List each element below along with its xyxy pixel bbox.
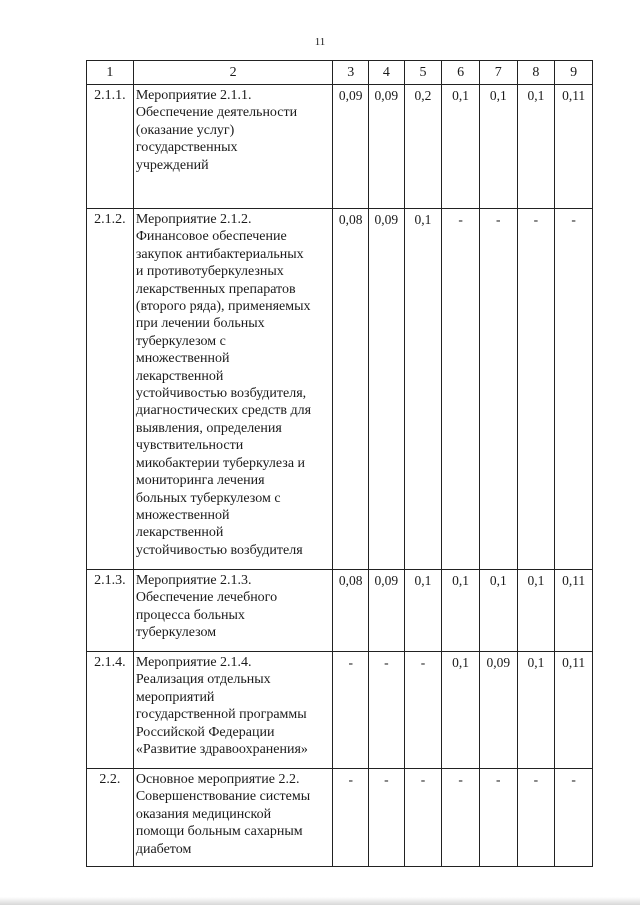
desc-line: «Развитие здравоохранения» [135, 742, 308, 758]
value-cell: - [517, 769, 555, 867]
value-cell: - [369, 652, 405, 769]
desc-line: Мероприятие 2.1.1. [135, 88, 252, 103]
program-table [86, 60, 593, 867]
desc-line: микобактерии туберкулеза и [135, 455, 306, 471]
value-cell: 0,1 [517, 652, 555, 769]
desc-line: чувствительности [135, 438, 244, 454]
value-cell: 0,09 [369, 85, 405, 209]
header-row [87, 61, 593, 85]
value-cell: 0,11 [555, 570, 593, 652]
desc-line: Реализация отдельных [135, 672, 271, 688]
desc-line: мероприятий [135, 689, 215, 705]
desc-line: помощи больным сахарным [135, 824, 303, 840]
desc-line: Финансовое обеспечение [135, 229, 287, 245]
desc-line: Российской Федерации [135, 724, 275, 740]
value-cell: 0,11 [555, 652, 593, 769]
value-cell: 0,11 [555, 85, 593, 209]
header-cell-8: 8 [517, 61, 555, 85]
desc-line: Мероприятие 2.1.3. [135, 573, 252, 588]
desc-line: Обеспечение лечебного [135, 590, 278, 606]
table-row [87, 652, 593, 769]
value-cell: 0,08 [333, 209, 369, 570]
desc-line: туберкулезом [135, 625, 217, 641]
value-cell: 0,09 [369, 209, 405, 570]
desc-line: Мероприятие 2.1.4. [135, 655, 252, 670]
value-cell: 0,09 [479, 652, 517, 769]
value-cell: 0,1 [479, 570, 517, 652]
header-cell-5: 5 [404, 61, 442, 85]
header-cell-3: 3 [333, 61, 369, 85]
table-row [87, 209, 593, 570]
scan-edge-shadow [0, 897, 640, 905]
header-cell-4: 4 [369, 61, 405, 85]
value-cell: - [404, 769, 442, 867]
row-description [133, 652, 333, 769]
value-cell: 0,08 [333, 570, 369, 652]
value-cell: 0,1 [404, 570, 442, 652]
desc-line: государственной программы [135, 707, 307, 723]
desc-line: лекарственных препаратов [135, 281, 296, 297]
value-cell: - [479, 769, 517, 867]
table-row [87, 769, 593, 867]
desc-line: (второго ряда), применяемых [135, 299, 311, 315]
desc-line: мониторинга лечения [135, 473, 265, 489]
desc-line: Мероприятие 2.1.2. [135, 212, 252, 227]
value-cell: - [442, 209, 480, 570]
row-number: 2.1.3. [87, 570, 134, 652]
value-cell: - [517, 209, 555, 570]
desc-line: Совершенствование системы [135, 789, 311, 805]
value-cell: 0,1 [442, 570, 480, 652]
desc-line: Основное мероприятие 2.2. [135, 772, 300, 787]
value-cell: - [404, 652, 442, 769]
table-row [87, 85, 593, 209]
desc-line: туберкулезом с [135, 333, 226, 349]
value-cell: - [442, 769, 480, 867]
desc-line: множественной [135, 351, 230, 367]
value-cell: 0,1 [479, 85, 517, 209]
desc-line: Обеспечение деятельности [135, 105, 298, 121]
value-cell: - [333, 769, 369, 867]
desc-line: больных туберкулезом с [135, 490, 281, 506]
desc-line: выявления, определения [135, 420, 282, 436]
header-cell-1: 1 [87, 61, 134, 85]
header-cell-2: 2 [133, 61, 333, 85]
desc-line: лекарственной [135, 525, 224, 541]
desc-line: государственных [135, 140, 238, 156]
page-number: 11 [314, 36, 326, 48]
value-cell: - [333, 652, 369, 769]
desc-line: устойчивостью возбудителя, [135, 386, 307, 402]
row-number: 2.1.1. [87, 85, 134, 209]
desc-line: лекарственной [135, 368, 224, 384]
header-cell-7: 7 [479, 61, 517, 85]
value-cell: 0,1 [404, 209, 442, 570]
row-description [133, 209, 333, 570]
desc-line: диагностических средств для [135, 403, 312, 419]
value-cell: 0,2 [404, 85, 442, 209]
header-cell-9: 9 [555, 61, 593, 85]
desc-line: и противотуберкулезных [135, 264, 284, 280]
value-cell: 0,1 [442, 652, 480, 769]
row-number: 2.2. [87, 769, 134, 867]
desc-line: устойчивостью возбудителя [135, 542, 303, 558]
desc-line: диабетом [135, 841, 192, 857]
desc-line: (оказание услуг) [135, 122, 235, 138]
value-cell: - [479, 209, 517, 570]
row-number: 2.1.2. [87, 209, 134, 570]
value-cell: 0,1 [517, 570, 555, 652]
desc-line: при лечении больных [135, 316, 265, 332]
value-cell: 0,09 [333, 85, 369, 209]
row-description [133, 769, 333, 867]
row-description [133, 85, 333, 209]
table-row [87, 570, 593, 652]
desc-line: процесса больных [135, 607, 245, 623]
header-cell-6: 6 [442, 61, 480, 85]
value-cell: - [555, 769, 593, 867]
row-number: 2.1.4. [87, 652, 134, 769]
value-cell: - [369, 769, 405, 867]
row-description [133, 570, 333, 652]
value-cell: - [555, 209, 593, 570]
desc-line: учреждений [135, 157, 209, 173]
desc-line: множественной [135, 507, 230, 523]
desc-line: закупок антибактериальных [135, 246, 304, 262]
value-cell: 0,1 [442, 85, 480, 209]
value-cell: 0,09 [369, 570, 405, 652]
desc-line: оказания медицинской [135, 806, 272, 822]
value-cell: 0,1 [517, 85, 555, 209]
